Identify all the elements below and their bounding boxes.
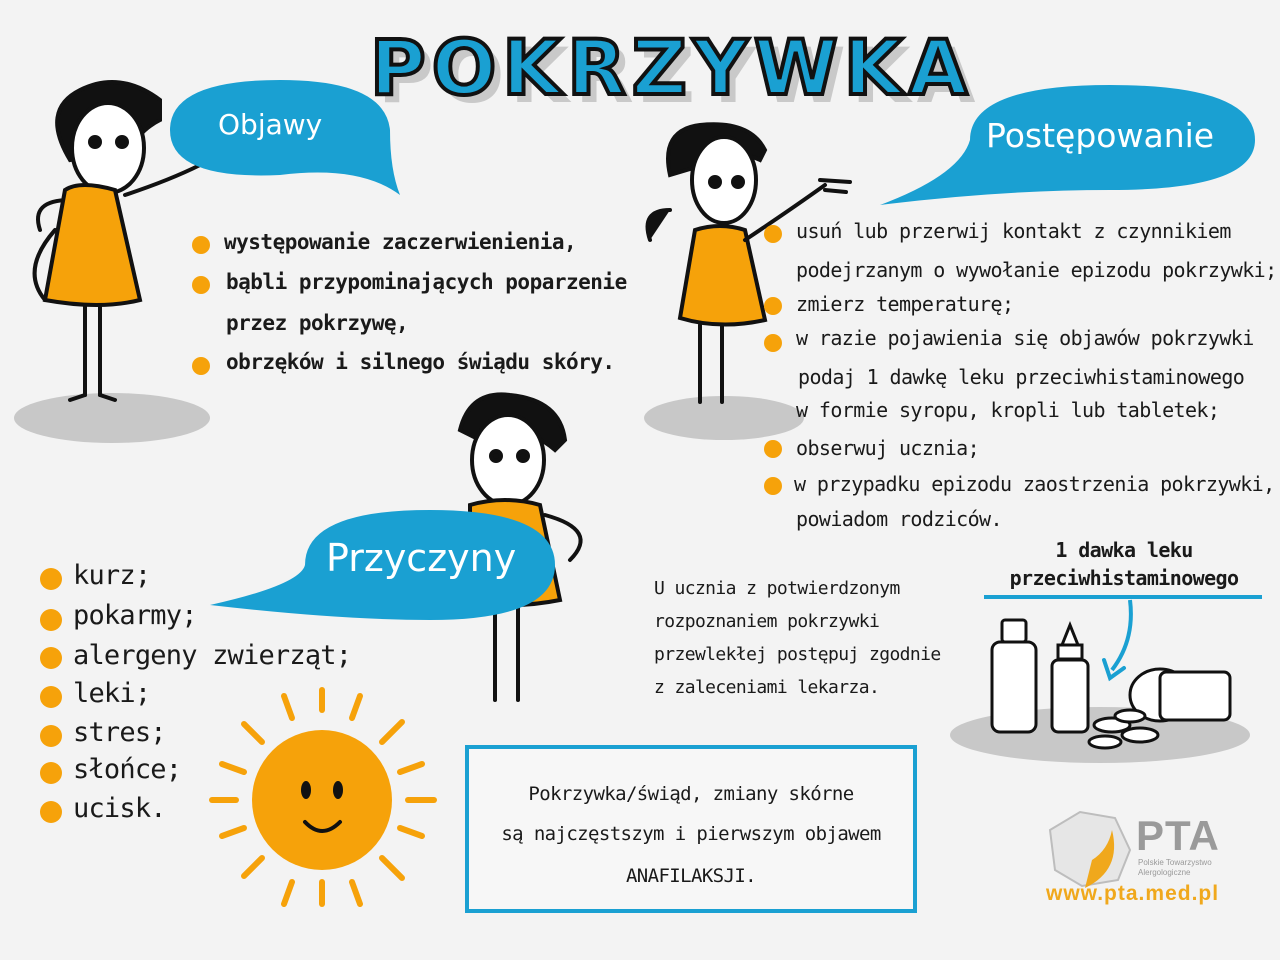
warning-line-3: ANAFILAKSJI.: [625, 865, 757, 887]
list-item: zmierz temperaturę;: [796, 292, 1014, 316]
list-item: kurz;: [73, 560, 151, 591]
pta-logo-map: [1050, 812, 1130, 888]
bullet-icon: [40, 647, 62, 669]
sun-icon: [212, 690, 434, 904]
list-item: w przypadku epizodu zaostrzenia pokrzywki,: [794, 472, 1275, 496]
note-line: U ucznia z potwierdzonym: [654, 578, 900, 599]
bullet-icon: [40, 568, 62, 590]
chronic-note: [654, 572, 954, 704]
dose-line-1: 1 dawka leku: [1055, 538, 1193, 562]
list-item: ucisk.: [73, 793, 166, 824]
dose-line-2: przeciwhistaminowego: [1009, 566, 1239, 590]
note-line: rozpoznaniem pokrzywki: [654, 611, 880, 632]
bullet-icon: [764, 334, 782, 352]
list-item: bąbli przypominających poparzenie: [226, 270, 627, 294]
objawy-heading: Objawy: [218, 108, 323, 141]
pta-url-link[interactable]: www.pta.med.pl: [1046, 882, 1220, 905]
bullet-icon: [764, 297, 782, 315]
bullet-icon: [40, 686, 62, 708]
bullet-icon: [192, 276, 210, 294]
bullet-icon: [40, 725, 62, 747]
list-item: przez pokrzywę,: [226, 311, 409, 335]
bullet-icon: [764, 477, 782, 495]
dose-label: [988, 536, 1260, 592]
list-item: w formie syropu, kropli lub tabletek;: [796, 398, 1220, 422]
postepowanie-heading: Postępowanie: [986, 116, 1215, 155]
list-item: słońce;: [73, 754, 182, 785]
list-item: leki;: [73, 678, 151, 709]
list-item: podaj 1 dawkę leku przeciwhistaminowego: [798, 365, 1245, 389]
bullet-icon: [764, 440, 782, 458]
pta-subtitle: Polskie Towarzystwo Alergologiczne: [1138, 858, 1212, 877]
bullet-icon: [40, 609, 62, 631]
arrow-icon: [1112, 600, 1131, 670]
list-item: pokarmy;: [73, 600, 197, 631]
medicine-bottle-icon: [992, 620, 1036, 732]
list-item: obrzęków i silnego świądu skóry.: [226, 350, 615, 374]
list-item: obserwuj ucznia;: [796, 436, 980, 460]
list-item: w razie pojawienia się objawów pokrzywki: [796, 326, 1254, 350]
list-item: powiadom rodziców.: [796, 507, 1002, 531]
list-item: stres;: [73, 717, 166, 748]
note-line: przewlekłej postępuj zgodnie: [654, 644, 941, 665]
page-title: POKRZYWKA: [370, 23, 974, 112]
bullet-icon: [764, 225, 782, 243]
anaphylaxis-warning-box: [465, 745, 917, 913]
shadow-2: [644, 396, 804, 440]
warning-line-1: Pokrzywka/świąd, zmiany skórne: [528, 783, 854, 805]
note-line: z zaleceniami lekarza.: [654, 677, 880, 698]
list-item: występowanie zaczerwienienia,: [224, 230, 577, 254]
list-item: podejrzanym o wywołanie epizodu pokrzywki;: [796, 258, 1277, 282]
bullet-icon: [192, 357, 210, 375]
list-item: alergeny zwierząt;: [73, 640, 352, 671]
bullet-icon: [192, 236, 210, 254]
dropper-bottle-icon: [1052, 625, 1088, 732]
bullet-icon: [40, 801, 62, 823]
bullet-icon: [40, 762, 62, 784]
list-item: usuń lub przerwij kontakt z czynnikiem: [796, 219, 1231, 243]
przyczyny-heading: Przyczyny: [326, 536, 517, 580]
pta-logo-text: PTA: [1136, 812, 1220, 859]
warning-line-2: są najczęstszym i pierwszym objawem: [501, 823, 881, 845]
